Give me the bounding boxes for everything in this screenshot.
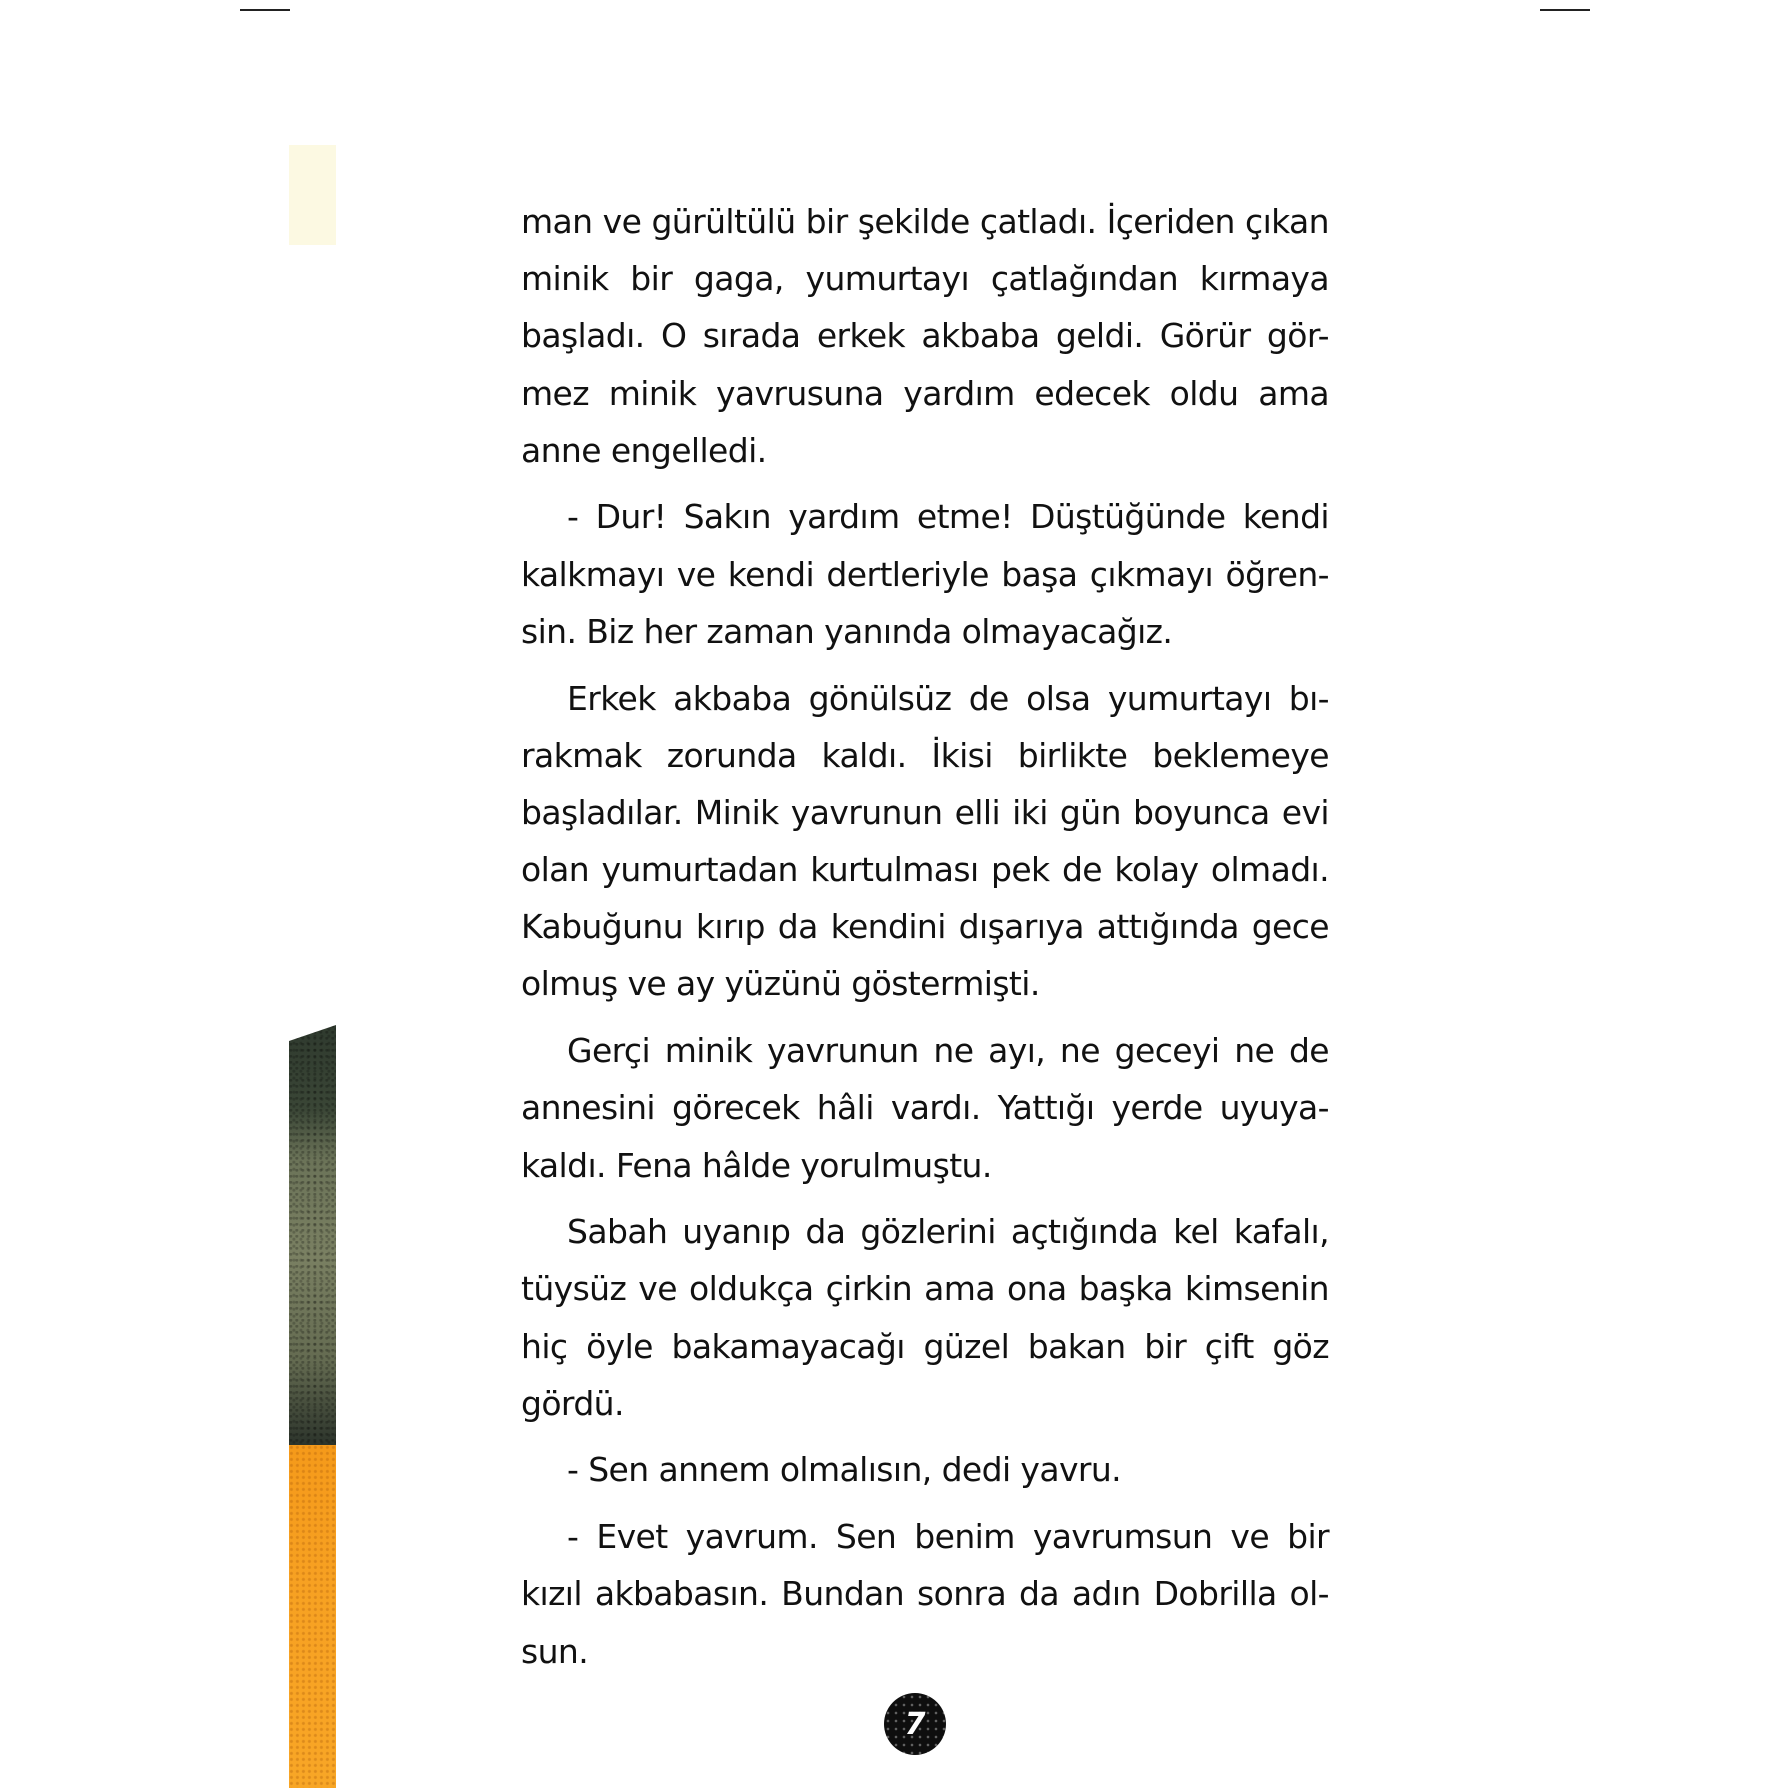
text-line: olan yumurtadan kurtulması pek de kolay olmadı. [521,850,1329,890]
text-line: rakmak zorunda kaldı. İkisi birlikte beklemeye [521,735,1329,775]
text-line: man ve gürültülü bir şekilde çatladı. İçeriden çıkan [521,202,1329,241]
paragraph-dialogue [521,488,1329,660]
paragraph-dialogue [521,1508,1329,1680]
paragraph [521,670,1329,1013]
text-line: sin. Biz her zaman yanında olmayacağız. [521,611,1173,651]
text-line: başladılar. Minik yavrunun elli iki gün boyunca evi [521,792,1329,832]
text-line: Sabah uyanıp da gözlerini açtığında kel kafalı, [567,1212,1329,1252]
paragraph [521,1203,1329,1432]
page-number-badge [884,1693,946,1755]
text-line: olmuş ve ay yüzünü göstermişti. [521,964,1040,1004]
body-text [521,193,1329,1689]
text-line: kalkmayı ve kendi dertleriyle başa çıkmayı öğren- [521,554,1329,594]
crop-mark-top-right [1540,9,1590,11]
paragraph-dialogue [521,1441,1329,1498]
edge-illustration-top [289,145,336,245]
edge-illustration-green [289,1025,336,1445]
text-line: anne engelledi. [521,430,767,470]
crop-mark-top-left [240,9,290,11]
text-line: hiç öyle bakamayacağı güzel bakan bir çift göz [521,1326,1329,1366]
text-line: annesini görecek hâli vardı. Yattığı yerde uyuya- [521,1088,1329,1128]
paragraph [521,193,1329,479]
text-line: kızıl akbabasın. Bundan sonra da adın Dobrilla ol- [521,1574,1329,1614]
text-line: başladı. O sırada erkek akbaba geldi. Görür gör- [521,316,1329,356]
page-number: 7 [904,1706,926,1742]
text-line: Erkek akbaba gönülsüz de olsa yumurtayı bı- [567,678,1329,718]
text-line: mez minik yavrusuna yardım edecek oldu ama [521,373,1329,413]
text-line: - Evet yavrum. Sen benim yavrumsun ve bir [567,1517,1329,1557]
text-line: - Dur! Sakın yardım etme! Düştüğünde kendi [567,497,1329,537]
text-line: sun. [521,1631,589,1671]
edge-illustration-orange [289,1445,336,1788]
text-line: Kabuğunu kırıp da kendini dışarıya attığında gece [521,907,1329,947]
text-line: - Sen annem olmalısın, dedi yavru. [567,1450,1122,1490]
text-line: minik bir gaga, yumurtayı çatlağından kırmaya [521,259,1329,299]
text-line: gördü. [521,1383,624,1423]
text-line: kaldı. Fena hâlde yorulmuştu. [521,1145,992,1185]
paragraph [521,1022,1329,1194]
text-line: Gerçi minik yavrunun ne ayı, ne geceyi ne de [567,1031,1329,1071]
text-line: tüysüz ve oldukça çirkin ama ona başka kimsenin [521,1269,1329,1309]
